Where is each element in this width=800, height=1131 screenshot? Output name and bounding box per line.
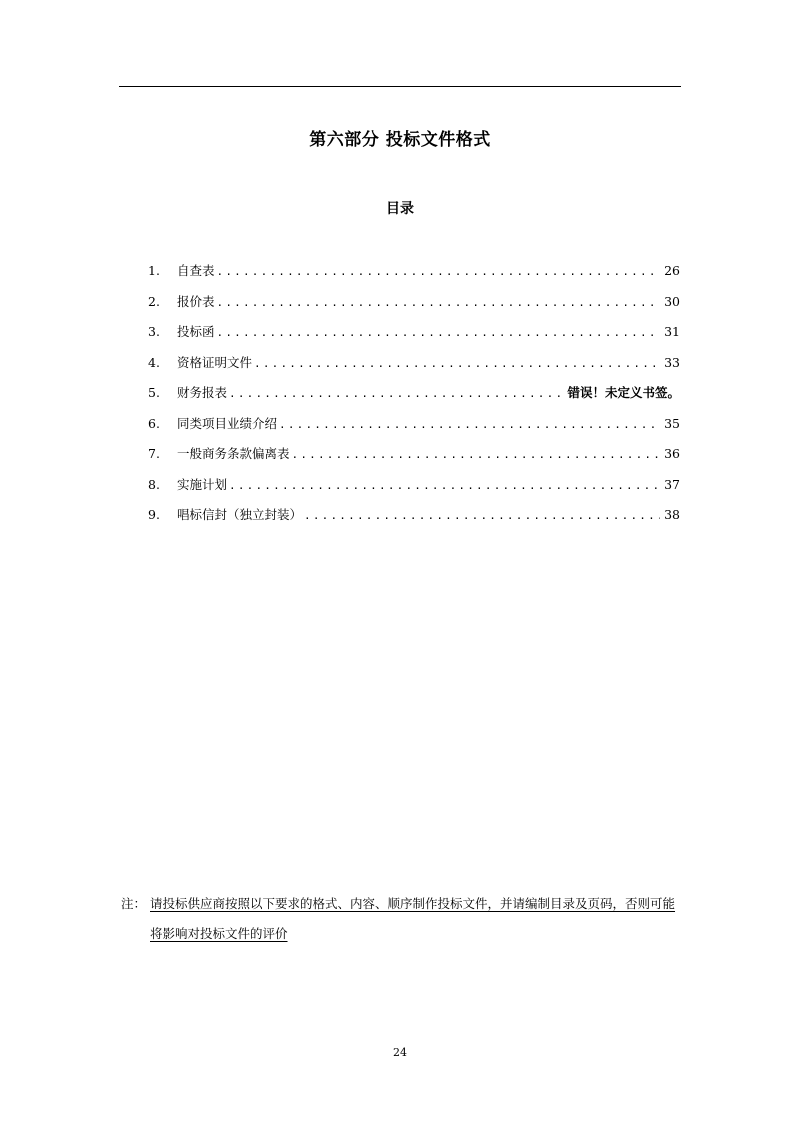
toc-entry-label: 自查表 xyxy=(177,263,215,278)
toc-entry-performance[interactable] xyxy=(148,414,680,445)
toc-entry-label: 同类项目业绩介绍 xyxy=(177,415,278,431)
toc-entry-number: 8. xyxy=(148,476,160,492)
toc-leader-dots xyxy=(279,415,660,435)
toc-entry-label: 投标函 xyxy=(177,324,215,339)
toc-entry-page: 30 xyxy=(664,293,680,309)
toc-entry-label: 实施计划 xyxy=(177,476,228,492)
toc-entry-number: 9. xyxy=(148,507,160,522)
header-rule xyxy=(119,86,681,87)
toc-entry-label: 一般商务条款偏离表 xyxy=(177,446,290,461)
toc-entry-implementation[interactable] xyxy=(148,475,680,506)
toc-leader-dots xyxy=(217,323,661,343)
toc-leader-dots xyxy=(292,445,661,465)
toc-leader-dots xyxy=(217,262,661,282)
toc-entry-page: 35 xyxy=(664,415,680,431)
toc-entry-financial[interactable] xyxy=(148,383,680,414)
toc-entry-deviation[interactable] xyxy=(148,444,680,475)
part-title: 第六部分 投标文件格式 xyxy=(309,130,491,150)
toc-entry-label: 唱标信封（独立封装） xyxy=(177,507,303,522)
toc-entry-page: 31 xyxy=(664,324,680,339)
toc-entry-label: 资格证明文件 xyxy=(177,354,253,370)
note-text: 请投标供应商按照以下要求的格式、内容、顺序制作投标文件，并请编制目录及页码，否则可能将影响对投标文件的评价 xyxy=(150,896,676,941)
toc-entry-number: 1. xyxy=(148,263,160,278)
note-prefix: 注： xyxy=(121,896,147,911)
toc-entry-bid-envelope[interactable] xyxy=(148,505,680,536)
toc-leader-dots xyxy=(229,384,563,404)
toc-entry-quotation[interactable] xyxy=(148,292,680,323)
toc-entry-page: 37 xyxy=(664,476,680,492)
table-of-contents xyxy=(148,261,680,536)
toc-leader-dots xyxy=(254,354,660,374)
page-number: 24 xyxy=(393,1046,407,1059)
toc-entry-bid-letter[interactable] xyxy=(148,322,680,353)
toc-entry-label: 报价表 xyxy=(177,293,215,309)
toc-entry-number: 2. xyxy=(148,293,160,309)
toc-entry-page: 26 xyxy=(664,263,680,278)
toc-entry-page: 33 xyxy=(664,354,680,370)
toc-leader-dots xyxy=(217,293,661,313)
toc-entry-self-check[interactable] xyxy=(148,261,680,292)
toc-entry-number: 4. xyxy=(148,354,160,370)
toc-entry-page-error: 错误！未定义书签。 xyxy=(567,385,680,400)
toc-leader-dots xyxy=(304,506,660,526)
toc-leader-dots xyxy=(229,476,660,496)
toc-entry-number: 5. xyxy=(148,385,160,400)
toc-entry-page: 38 xyxy=(664,507,680,522)
toc-title: 目录 xyxy=(386,201,414,217)
toc-entry-page: 36 xyxy=(664,446,680,461)
toc-entry-qualification[interactable] xyxy=(148,353,680,384)
toc-entry-label: 财务报表 xyxy=(177,385,228,400)
toc-entry-number: 6. xyxy=(148,415,160,431)
toc-entry-number: 3. xyxy=(148,324,160,339)
toc-entry-number: 7. xyxy=(148,446,160,461)
